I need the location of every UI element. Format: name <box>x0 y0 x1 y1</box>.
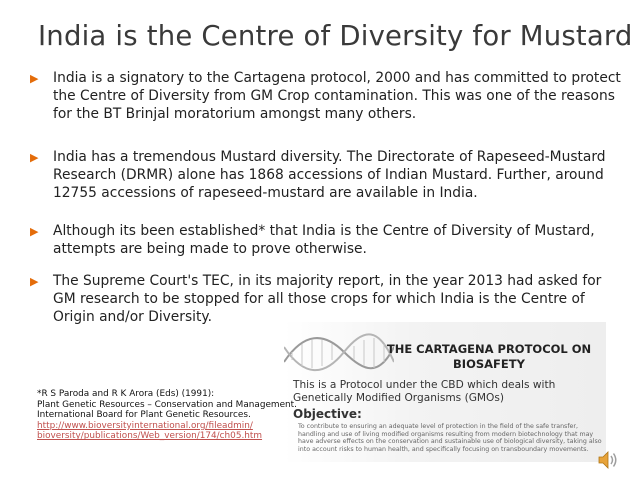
bullet-marker-icon: ▶ <box>30 275 39 288</box>
cartagena-objective-label: Objective: <box>293 407 362 421</box>
footnote-link-2[interactable]: bioversity/publications/Web_version/174/ch05.htm <box>37 431 263 442</box>
bullet-marker-icon: ▶ <box>30 225 39 238</box>
bullet-marker-icon: ▶ <box>30 72 39 85</box>
cartagena-image-description: This is a Protocol under the CBD which deals with Genetically Modified Organisms (GMOs) <box>293 379 556 404</box>
slide-title: India is the Centre of Diversity for Mustard <box>38 20 633 52</box>
bullet-3-text: Although its been established* that India is the Centre of Diversity of Mustard, attempts are being made to prove otherwise. <box>53 223 595 257</box>
bullet-4-text: The Supreme Court's TEC, in its majority report, in the year 2013 had asked for GM research to be stopped for all those crops for which India is the Centre of Origin and/or Diversity. <box>53 273 602 325</box>
bullet-1-text: India is a signatory to the Cartagena protocol, 2000 and has committed to protect the Centre of Diversity from GM Crop contamination. This was one of the reasons for the BT Brinjal moratorium amongst many others. <box>53 70 621 122</box>
cartagena-image-title: THE CARTAGENA PROTOCOL ON BIOSAFETY <box>386 342 592 371</box>
footnote-link-1[interactable]: http://www.bioversityinternational.org/fileadmin/ <box>37 420 253 431</box>
footnote-line-2: Plant Genetic Resources – Conservation and Management. <box>37 399 297 410</box>
footnote <box>37 389 307 442</box>
dna-helix-icon <box>284 322 394 382</box>
bullet-2-text: India has a tremendous Mustard diversity. The Directorate of Rapeseed-Mustard Research (DRMR) alone has 1868 accessions of Indian Mustard. Further, around 12755 accessions of rapeseed-mustard are available in India. <box>53 149 606 201</box>
cartagena-protocol-image <box>284 322 606 462</box>
speaker-icon[interactable] <box>596 448 620 472</box>
footnote-citation: *R S Paroda and R K Arora (Eds) (1991): <box>37 389 215 399</box>
footnote-line-3: International Board for Plant Genetic Resources. <box>37 410 251 421</box>
cartagena-objective-text: To contribute to ensuring an adequate level of protection in the field of the safe transfer, handling and use of living modified organisms resulting from modern biotechnology that may have adverse effects on the conservation and sustainable use of biological diversity, taking also into account risks to human health, and specifically focusing on transboundary movements. <box>298 423 602 453</box>
bullet-marker-icon: ▶ <box>30 151 39 164</box>
